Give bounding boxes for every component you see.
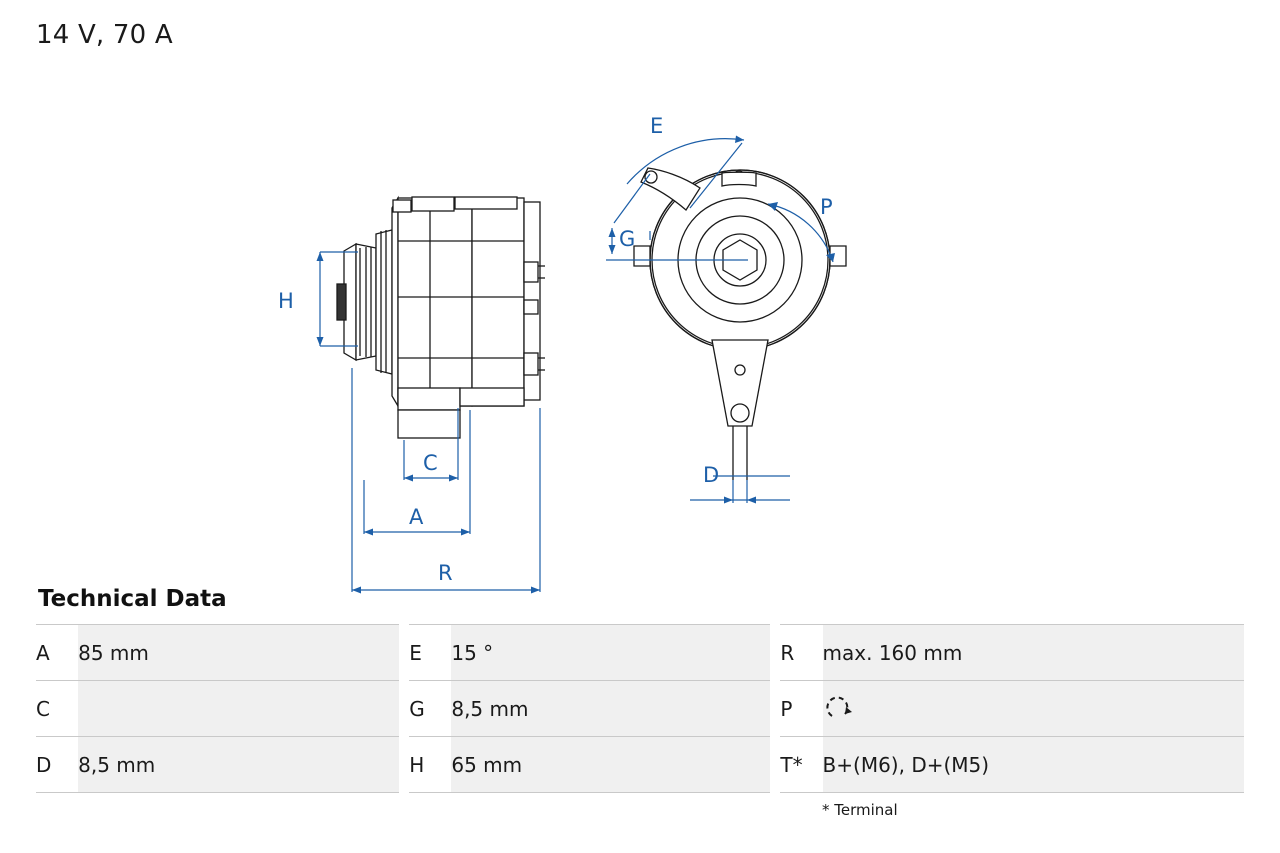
technical-data-table — [36, 624, 1244, 793]
row-key-c: C — [36, 681, 78, 737]
row-key-h: H — [409, 737, 451, 793]
row-value-t: B+(M6), D+(M5) — [823, 737, 1244, 793]
front-view-alternator — [634, 168, 846, 480]
column-spacer — [399, 625, 409, 681]
label-R: R — [438, 561, 453, 585]
row-value-r: max. 160 mm — [823, 625, 1244, 681]
rotation-direction-icon — [823, 696, 857, 722]
row-value-d: 8,5 mm — [78, 737, 399, 793]
page-title: 14 V, 70 A — [36, 20, 173, 50]
technical-data-title: Technical Data — [38, 586, 227, 612]
row-key-t: T* — [780, 737, 822, 793]
column-spacer — [399, 681, 409, 737]
terminal-footnote: * Terminal — [822, 801, 898, 819]
label-C: C — [423, 451, 438, 475]
label-H: H — [278, 289, 294, 313]
row-key-r: R — [780, 625, 822, 681]
column-spacer — [770, 625, 780, 681]
label-E: E — [650, 114, 664, 138]
row-value-p — [823, 681, 1244, 737]
table-row — [36, 681, 1244, 737]
label-P: P — [820, 195, 833, 219]
row-key-a: A — [36, 625, 78, 681]
row-value-h: 65 mm — [451, 737, 770, 793]
row-key-d: D — [36, 737, 78, 793]
table-row — [36, 625, 1244, 681]
column-spacer — [770, 681, 780, 737]
side-view-alternator — [337, 197, 545, 438]
row-key-e: E — [409, 625, 451, 681]
technical-data-section — [36, 586, 1244, 819]
alternator-technical-drawing — [0, 48, 1280, 585]
table-row — [36, 737, 1244, 793]
row-value-c — [78, 681, 399, 737]
row-value-a: 85 mm — [78, 625, 399, 681]
label-A: A — [409, 505, 424, 529]
row-value-g: 8,5 mm — [451, 681, 770, 737]
label-D: D — [703, 463, 720, 487]
label-G: G — [619, 227, 636, 251]
row-value-e: 15 ° — [451, 625, 770, 681]
row-key-p: P — [780, 681, 822, 737]
column-spacer — [399, 737, 409, 793]
row-key-g: G — [409, 681, 451, 737]
column-spacer — [770, 737, 780, 793]
